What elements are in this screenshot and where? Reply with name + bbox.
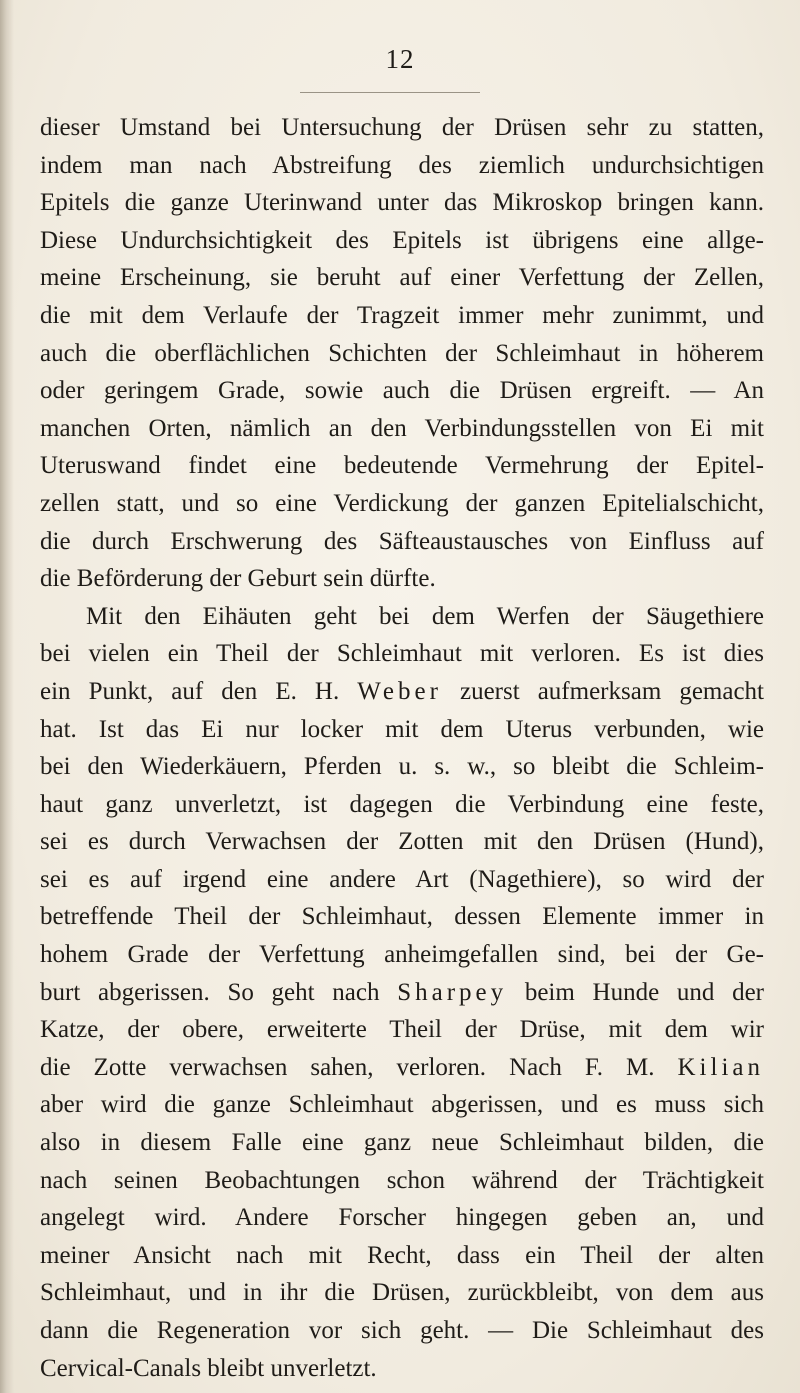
text-line: Katze, der obere, erweiterte Theil der Drüse, mit dem wir xyxy=(40,1016,764,1044)
text-line: manchen Orten, nämlich an den Verbindungsstellen von Ei mit xyxy=(40,414,764,442)
text-line: Epitels die ganze Uterinwand unter das Mikroskop bringen kann. xyxy=(40,189,764,217)
text-line: dann die Regeneration vor sich geht. — Die Schleimhaut des xyxy=(40,1317,764,1344)
text-line xyxy=(40,1049,764,1087)
text-line: Mit den Eihäuten geht bei dem Werfen der Säugethiere xyxy=(86,602,764,630)
text-line: die durch Erschwerung des Säfteaustausches von Einfluss auf xyxy=(40,527,764,555)
author-name: Weber xyxy=(357,677,442,705)
author-name: Sharpey xyxy=(397,978,508,1006)
text-line: zellen statt, und so eine Verdickung der ganzen Epitelialschicht, xyxy=(40,489,764,517)
text-line: die mit dem Verlaufe der Tragzeit immer mehr zunimmt, und xyxy=(40,301,764,329)
text-segment: zuerst aufmerksam gemacht xyxy=(441,677,765,705)
text-line: sei es durch Verwachsen der Zotten mit den Drüsen (Hund), xyxy=(40,828,764,856)
text-line: haut ganz unverletzt, ist dagegen die Verbindung eine feste, xyxy=(40,790,764,818)
text-segment: beim Hunde und der xyxy=(507,978,764,1006)
text-line: betreffende Theil der Schleimhaut, dessen Elemente immer in xyxy=(40,903,764,931)
text-line xyxy=(40,673,764,711)
body-text xyxy=(40,109,764,1387)
text-line: Cervical-Canals bleibt unverletzt. xyxy=(40,1354,377,1382)
text-line: dieser Umstand bei Untersuchung der Drüsen sehr zu statten, xyxy=(40,114,764,141)
text-segment: burt abgerissen. So geht nach xyxy=(40,978,398,1006)
text-segment: ein Punkt, auf den E. H. xyxy=(40,677,358,705)
text-segment: die Zotte verwachsen sahen, verloren. Nach F. M. xyxy=(40,1053,678,1081)
text-line: hohem Grade der Verfettung anheimgefallen sind, bei der Ge- xyxy=(40,941,764,969)
text-line: aber wird die ganze Schleimhaut abgerissen, und es muss sich xyxy=(40,1091,764,1119)
text-line: also in diesem Falle eine ganz neue Schleimhaut bilden, die xyxy=(40,1129,764,1157)
text-line: oder geringem Grade, sowie auch die Drüsen ergreift. — An xyxy=(40,377,764,405)
text-line: sei es auf irgend eine andere Art (Nagethiere), so wird der xyxy=(40,865,764,893)
page-number: 12 xyxy=(385,44,415,74)
text-line: angelegt wird. Andere Forscher hingegen geben an, und xyxy=(40,1204,764,1232)
text-line: indem man nach Abstreifung des ziemlich undurchsichtigen xyxy=(40,151,764,179)
header-rule xyxy=(300,92,480,93)
text-line: die Beförderung der Geburt sein dürfte. xyxy=(40,565,436,593)
text-line: Uteruswand findet eine bedeutende Vermehrung der Epitel- xyxy=(40,452,764,480)
text-line: bei vielen ein Theil der Schleimhaut mit verloren. Es ist dies xyxy=(40,640,764,668)
text-line: hat. Ist das Ei nur locker mit dem Uterus verbunden, wie xyxy=(40,715,764,743)
text-line: meine Erscheinung, sie beruht auf einer Verfettung der Zellen, xyxy=(40,264,764,292)
text-line: nach seinen Beobachtungen schon während der Trächtigkeit xyxy=(40,1166,764,1194)
text-line xyxy=(40,974,764,1012)
page-binding-shadow xyxy=(0,0,14,1393)
text-line: Diese Undurchsichtigkeit des Epitels ist übrigens eine allge- xyxy=(40,226,764,254)
text-line: auch die oberflächlichen Schichten der Schleimhaut in höherem xyxy=(40,339,764,367)
text-line: bei den Wiederkäuern, Pferden u. s. w., so bleibt die Schleim- xyxy=(40,753,764,781)
text-line: meiner Ansicht nach mit Recht, dass ein Theil der alten xyxy=(40,1241,764,1269)
text-line: Schleimhaut, und in ihr die Drüsen, zurückbleibt, von dem aus xyxy=(40,1279,764,1307)
author-name: Kilian xyxy=(677,1053,764,1081)
